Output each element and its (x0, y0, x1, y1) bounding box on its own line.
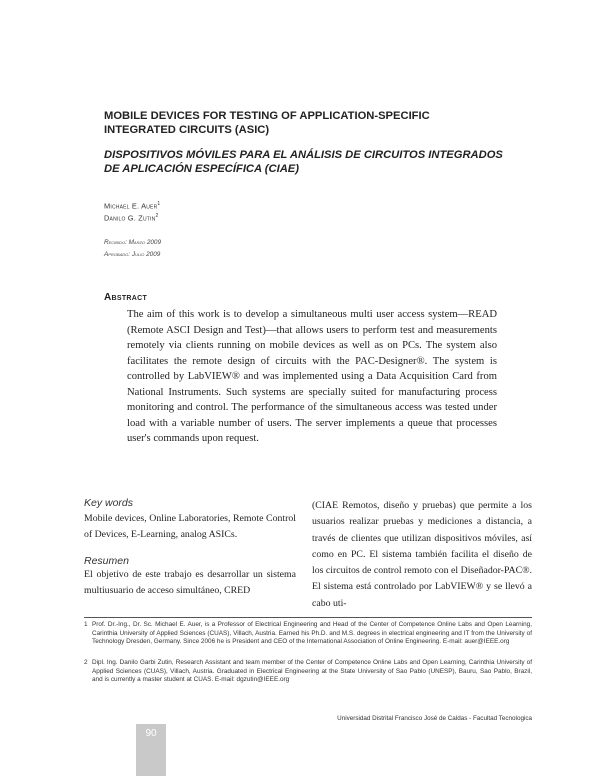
author-2 (104, 213, 158, 222)
approved-date: Aprobado: Julio 2009 (104, 251, 161, 258)
abstract-body: The aim of this work is to develop a simultaneous multi user access system—READ (Remote ASCI Design and Test)—that allows users to perform test and measurements remotely via clients running on mobile devices as well as on PCs. The system also facilitates the remote design of circuits with the PAC-Designer®. The system is controlled by LabVIEW® and was implemented using a Data Acquisition Card from National Instruments. Such systems are specially suited for manufacturing process monitoring and control. The performance of the simultaneous access was tested under load with a variable number of users. The server implements a queue that processes user's commands upon request. (127, 309, 497, 444)
author-footnote-mark: 2 (155, 213, 159, 219)
author-name: Michael E. Auer (104, 201, 158, 211)
footnote-number: 1 (84, 621, 88, 628)
keywords-heading: Key words (84, 497, 134, 509)
author-name: Danilo G. Zutin (104, 213, 156, 223)
paper-title-english: MOBILE DEVICES FOR TESTING OF APPLICATION-SPECIFIC INTEGRATED CIRCUITS (ASIC) (104, 110, 430, 136)
footnote-text: Prof. Dr.-Ing., Dr. Sc. Michael E. Auer, is a Professor of Electrical Engineering and Head of the Center of Competence Online Labs and Open Learning, Carinthia University of Applied Sciences (CUAS), Villach, Austria. Earned his Ph.D. and M.S. degrees in electrical engineering and IT from the University of Technology Dresden, Germany. Since 2006 he is President and CEO of the International Association of Online Engineering. E-mail: auer@IEEE.org (92, 621, 532, 646)
footnote-divider (84, 617, 532, 618)
page-number: 90 (145, 728, 157, 739)
footnote-2 (84, 659, 532, 685)
footer-institution: Universidad Distrital Francisco José de Caldas - Facultad Tecnologica (337, 715, 532, 722)
footnote-text: Dipl. Ing. Danilo Garbi Zutin, Research Assistant and team member of the Center of Competence Online Labs and Open Learning, Carinthia University of Applied Sciences (CUAS), Villach, Austria. Graduated in Electrical Engineering at the State University of Sao Pablo (UNESP), Bauru, Sao Pablo, Brazil, and is currently a master student at CUAS. E-mail: dgzutin@IEEE.org (92, 659, 532, 684)
resumen-body-right: (CIAE Remotos, diseño y pruebas) que permite a los usuarios realizar pruebas y mediciones a distancia, a través de clientes que utilizan dispositivos móviles, así como en PC. El sistema también facilita el diseño de los circuitos de control remoto con el Diseñador-PAC®. El sistema está controlado por LabVIEW® y se llevó a cabo uti- (312, 500, 532, 609)
footnote-1 (84, 621, 532, 647)
abstract-heading: Abstract (104, 292, 148, 303)
author-footnote-mark: 1 (157, 201, 161, 207)
footnote-number: 2 (84, 659, 88, 666)
author-1 (104, 201, 160, 210)
keywords-body: Mobile devices, Online Laboratories, Remote Control of Devices, E-Learning, analog ASICs. (84, 513, 296, 540)
paper-title-spanish: DISPOSITIVOS MÓVILES PARA EL ANÁLISIS DE CIRCUITOS INTEGRADOS DE APLICACIÓN ESPECÍFICA (CIAE) (104, 149, 503, 175)
resumen-body-left: El objetivo de este trabajo es desarrollar un sistema multiusuario de acceso simultáneo, CRED (84, 569, 296, 596)
received-date: Recibido: Marzo 2009 (104, 239, 162, 246)
resumen-heading: Resumen (84, 555, 129, 567)
